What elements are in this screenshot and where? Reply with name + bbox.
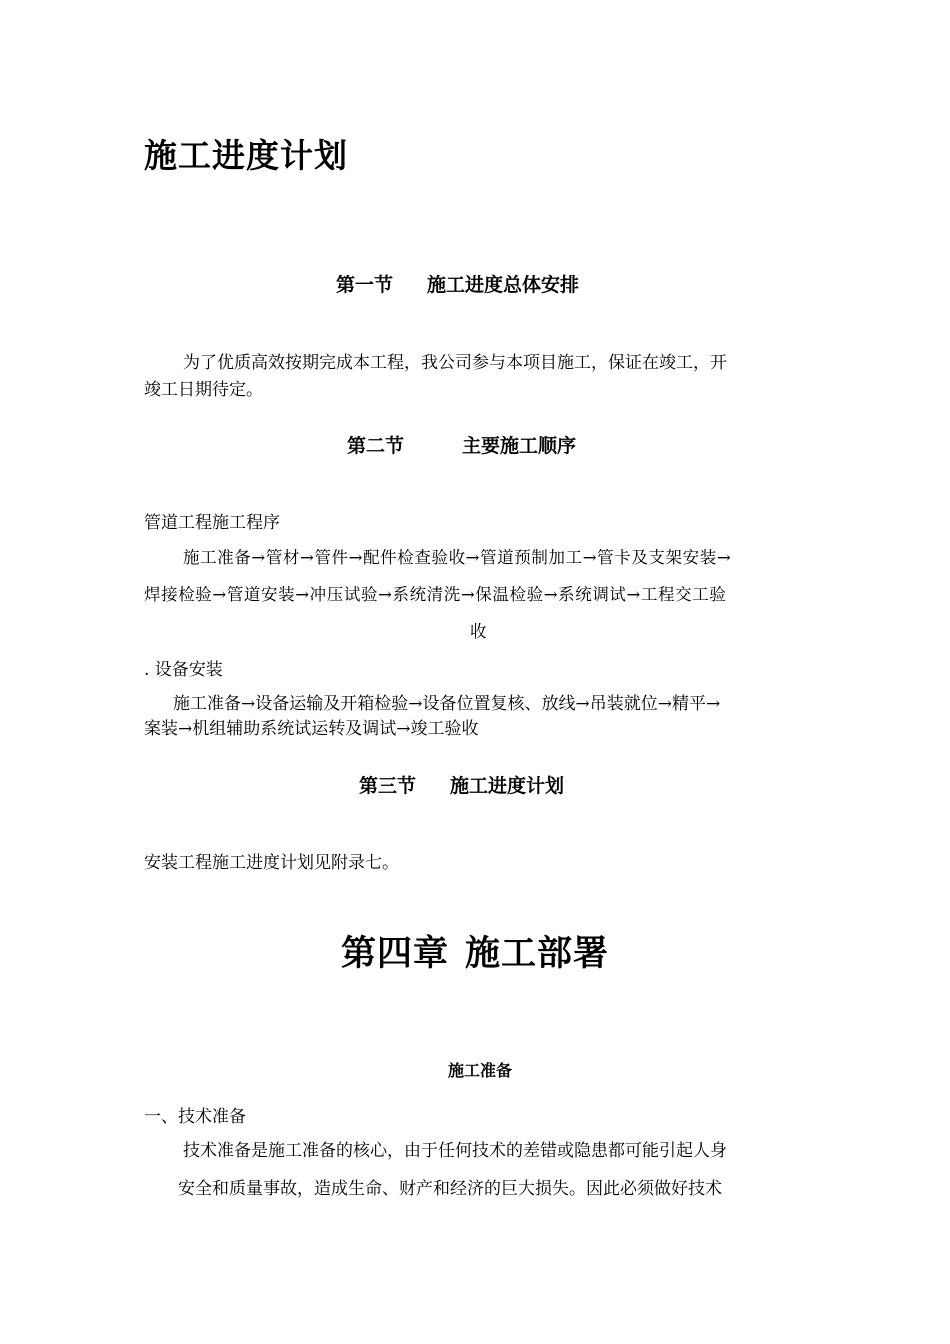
document-title: 施工进度计划 xyxy=(144,136,348,175)
chapter-4-title xyxy=(0,926,950,976)
pipe-procedure-line-2: 焊接检验→管道安装→冲压试验→系统清洗→保温检验→系统调试→工程交工验 xyxy=(144,585,727,604)
section-1-paragraph-line-1: 为了优质高效按期完成本工程，我公司参与本项目施工，保证在竣工，开 xyxy=(183,353,727,373)
tech-prep-label: 一、技术准备 xyxy=(144,1107,246,1127)
pipe-procedure-label: 管道工程施工程序 xyxy=(144,513,280,533)
section-1-title: 施工进度总体安排 xyxy=(427,274,580,296)
section-2-title: 主要施工顺序 xyxy=(462,435,577,457)
section-3-title: 施工进度计划 xyxy=(450,775,565,797)
chapter-4-name: 施工部署 xyxy=(465,933,610,974)
pipe-procedure-line-3: 收 xyxy=(470,622,488,641)
section-2-number: 第二节 xyxy=(347,435,405,457)
section-1-paragraph-line-2: 竣工日期待定。 xyxy=(144,380,263,400)
section-1-heading xyxy=(336,270,579,297)
section-3-text: 安装工程施工进度计划见附录七。 xyxy=(144,853,399,873)
section-1-number: 第一节 xyxy=(336,274,394,296)
section-2-heading xyxy=(347,431,576,458)
section-3-number: 第三节 xyxy=(359,775,417,797)
equipment-install-label: . 设备安装 xyxy=(144,660,223,680)
section-3-heading xyxy=(359,771,564,798)
equipment-procedure-line-2: 案装→机组辅助系统试运转及调试→竣工验收 xyxy=(144,719,479,739)
tech-prep-line-2: 安全和质量事故，造成生命、财产和经济的巨大损失。因此必须做好技术 xyxy=(178,1179,722,1199)
chapter-4-number: 第四章 xyxy=(340,933,449,974)
equipment-procedure-line-1: 施工准备→设备运输及开箱检验→设备位置复核、放线→吊装就位→精平→ xyxy=(173,694,721,714)
construction-prep-heading: 施工准备 xyxy=(447,1061,512,1080)
tech-prep-line-1: 技术准备是施工准备的核心，由于任何技术的差错或隐患都可能引起人身 xyxy=(183,1141,727,1161)
pipe-procedure-line-1: 施工准备→管材→管件→配件检查验收→管道预制加工→管卡及支架安装→ xyxy=(183,548,732,567)
